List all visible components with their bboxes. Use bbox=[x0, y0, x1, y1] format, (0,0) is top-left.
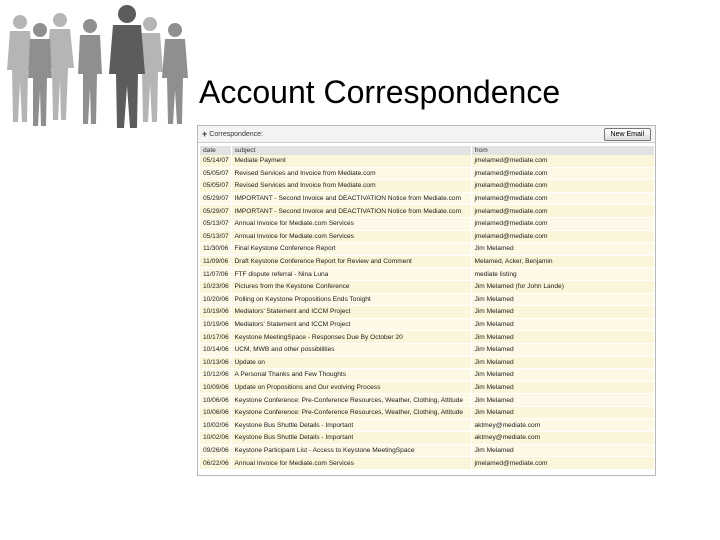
cell-subject[interactable]: Polling on Keystone Propositions Ends Tonight bbox=[231, 293, 471, 306]
table-row[interactable] bbox=[200, 369, 654, 382]
table-row[interactable] bbox=[200, 280, 654, 293]
cell-from: jmelamed@mediate.com bbox=[471, 180, 654, 193]
cell-from: jmelamed@mediate.com bbox=[471, 155, 654, 167]
cell-date: 06/22/06 bbox=[200, 457, 231, 470]
cell-from: Jim Melamed bbox=[471, 343, 654, 356]
cell-subject[interactable]: Update on Propositions and Our evolving Process bbox=[231, 381, 471, 394]
table-row[interactable] bbox=[200, 155, 654, 167]
cell-subject[interactable]: FTF dispute referral - Nina Luna bbox=[231, 268, 471, 281]
cell-from: Jim Melamed bbox=[471, 318, 654, 331]
expand-plus-icon[interactable]: + bbox=[202, 129, 208, 139]
table-row[interactable] bbox=[200, 293, 654, 306]
cell-from: jmelamed@mediate.com bbox=[471, 192, 654, 205]
cell-from: Jim Melamed bbox=[471, 444, 654, 457]
cell-date: 10/14/06 bbox=[200, 343, 231, 356]
cell-date: 05/05/07 bbox=[200, 167, 231, 180]
cell-subject[interactable]: Update on bbox=[231, 356, 471, 369]
cell-subject[interactable]: Mediate Payment bbox=[231, 155, 471, 167]
cell-date: 10/02/06 bbox=[200, 419, 231, 432]
cell-date: 05/05/07 bbox=[200, 180, 231, 193]
cell-from: Jim Melamed bbox=[471, 369, 654, 382]
cell-from: jmelamed@mediate.com bbox=[471, 457, 654, 470]
cell-date: 10/06/06 bbox=[200, 406, 231, 419]
table-row[interactable] bbox=[200, 243, 654, 256]
cell-date: 09/26/06 bbox=[200, 444, 231, 457]
cell-from: jmelamed@mediate.com bbox=[471, 167, 654, 180]
table-row[interactable] bbox=[200, 192, 654, 205]
cell-date: 10/19/06 bbox=[200, 318, 231, 331]
table-body bbox=[200, 155, 654, 469]
cell-subject[interactable]: Keystone Conference: Pre-Conference Resources, Weather, Clothing, Attitude bbox=[231, 406, 471, 419]
table-row[interactable] bbox=[200, 268, 654, 281]
table-row[interactable] bbox=[200, 205, 654, 218]
cell-subject[interactable]: Keystone Bus Shuttle Details - Important bbox=[231, 432, 471, 445]
cell-subject[interactable]: Annual Invoice for Mediate.com Services bbox=[231, 230, 471, 243]
cell-date: 10/12/06 bbox=[200, 369, 231, 382]
cell-from: mediate listing bbox=[471, 268, 654, 281]
cell-from: Jim Melamed bbox=[471, 243, 654, 256]
table-header-row bbox=[200, 146, 654, 155]
cell-date: 10/06/06 bbox=[200, 394, 231, 407]
cell-from: Jim Melamed bbox=[471, 394, 654, 407]
correspondence-panel bbox=[197, 125, 656, 476]
cell-date: 10/23/06 bbox=[200, 280, 231, 293]
cell-subject[interactable]: IMPORTANT - Second Invoice and DEACTIVATION Notice from Mediate.com bbox=[231, 192, 471, 205]
column-header-subject[interactable]: subject bbox=[231, 146, 471, 155]
table-row[interactable] bbox=[200, 255, 654, 268]
cell-subject[interactable]: Annual Invoice for Mediate.com Services bbox=[231, 217, 471, 230]
cell-date: 11/07/06 bbox=[200, 268, 231, 281]
cell-subject[interactable]: Final Keystone Conference Report bbox=[231, 243, 471, 256]
cell-subject[interactable]: Mediators' Statement and ICCM Project bbox=[231, 306, 471, 319]
panel-heading: Correspondence: bbox=[209, 130, 263, 138]
cell-subject[interactable]: Keystone Participant List - Access to Keystone MeetingSpace bbox=[231, 444, 471, 457]
cell-from: Jim Melamed bbox=[471, 381, 654, 394]
cell-date: 10/13/06 bbox=[200, 356, 231, 369]
panel-header bbox=[198, 126, 655, 143]
table-row[interactable] bbox=[200, 381, 654, 394]
table-row[interactable] bbox=[200, 457, 654, 470]
cell-from: Jim Melamed bbox=[471, 306, 654, 319]
cell-from: Jim Melamed bbox=[471, 331, 654, 344]
table-row[interactable] bbox=[200, 419, 654, 432]
cell-subject[interactable]: Annual Invoice for Mediate.com Services bbox=[231, 457, 471, 470]
cell-from: Jim Melamed (for John Lande) bbox=[471, 280, 654, 293]
cell-subject[interactable]: Keystone Conference: Pre-Conference Resources, Weather, Clothing, Attitude bbox=[231, 394, 471, 407]
cell-from: Jim Melamed bbox=[471, 356, 654, 369]
cell-subject[interactable]: Revised Services and Invoice from Mediate.com bbox=[231, 167, 471, 180]
table-row[interactable] bbox=[200, 444, 654, 457]
cell-date: 11/30/06 bbox=[200, 243, 231, 256]
table-row[interactable] bbox=[200, 217, 654, 230]
table-row[interactable] bbox=[200, 343, 654, 356]
table-row[interactable] bbox=[200, 318, 654, 331]
cell-subject[interactable]: Keystone Bus Shuttle Details - Important bbox=[231, 419, 471, 432]
table-row[interactable] bbox=[200, 167, 654, 180]
people-silhouettes-graphic bbox=[0, 0, 200, 130]
cell-from: jmelamed@mediate.com bbox=[471, 217, 654, 230]
cell-date: 05/29/07 bbox=[200, 192, 231, 205]
table-row[interactable] bbox=[200, 306, 654, 319]
table-row[interactable] bbox=[200, 180, 654, 193]
cell-subject[interactable]: UCM, MWB and other possibilities bbox=[231, 343, 471, 356]
table-row[interactable] bbox=[200, 331, 654, 344]
cell-from: Jim Melamed bbox=[471, 293, 654, 306]
cell-date: 05/14/07 bbox=[200, 155, 231, 167]
cell-date: 05/13/07 bbox=[200, 230, 231, 243]
column-header-date[interactable]: date bbox=[200, 146, 231, 155]
cell-from: aktmey@mediate.com bbox=[471, 432, 654, 445]
cell-subject[interactable]: Revised Services and Invoice from Mediate.com bbox=[231, 180, 471, 193]
table-row[interactable] bbox=[200, 230, 654, 243]
cell-from: jmelamed@mediate.com bbox=[471, 230, 654, 243]
cell-subject[interactable]: Keystone MeetingSpace - Responses Due By October 20 bbox=[231, 331, 471, 344]
table-row[interactable] bbox=[200, 406, 654, 419]
cell-date: 11/09/06 bbox=[200, 255, 231, 268]
new-email-button[interactable]: New Email bbox=[604, 128, 651, 141]
table-row[interactable] bbox=[200, 394, 654, 407]
cell-date: 05/29/07 bbox=[200, 205, 231, 218]
cell-subject[interactable]: Pictures from the Keystone Conference bbox=[231, 280, 471, 293]
table-row[interactable] bbox=[200, 356, 654, 369]
cell-date: 10/02/06 bbox=[200, 432, 231, 445]
cell-from: Jim Melamed bbox=[471, 406, 654, 419]
cell-date: 10/17/06 bbox=[200, 331, 231, 344]
cell-date: 10/20/06 bbox=[200, 293, 231, 306]
cell-from: jmelamed@mediate.com bbox=[471, 205, 654, 218]
cell-date: 10/09/06 bbox=[200, 381, 231, 394]
cell-subject[interactable]: IMPORTANT - Second Invoice and DEACTIVATION Notice from Mediate.com bbox=[231, 205, 471, 218]
slide-title: Account Correspondence bbox=[199, 74, 561, 110]
cell-date: 05/13/07 bbox=[200, 217, 231, 230]
correspondence-table bbox=[200, 146, 655, 470]
cell-date: 10/19/06 bbox=[200, 306, 231, 319]
cell-subject[interactable]: A Personal Thanks and Few Thoughts bbox=[231, 369, 471, 382]
cell-subject[interactable]: Draft Keystone Conference Report for Review and Comment bbox=[231, 255, 471, 268]
cell-from: aktmey@mediate.com bbox=[471, 419, 654, 432]
cell-subject[interactable]: Mediators' Statement and ICCM Project bbox=[231, 318, 471, 331]
table-row[interactable] bbox=[200, 432, 654, 445]
column-header-from[interactable]: from bbox=[471, 146, 654, 155]
cell-from: Melamed, Acker, Benjamin bbox=[471, 255, 654, 268]
